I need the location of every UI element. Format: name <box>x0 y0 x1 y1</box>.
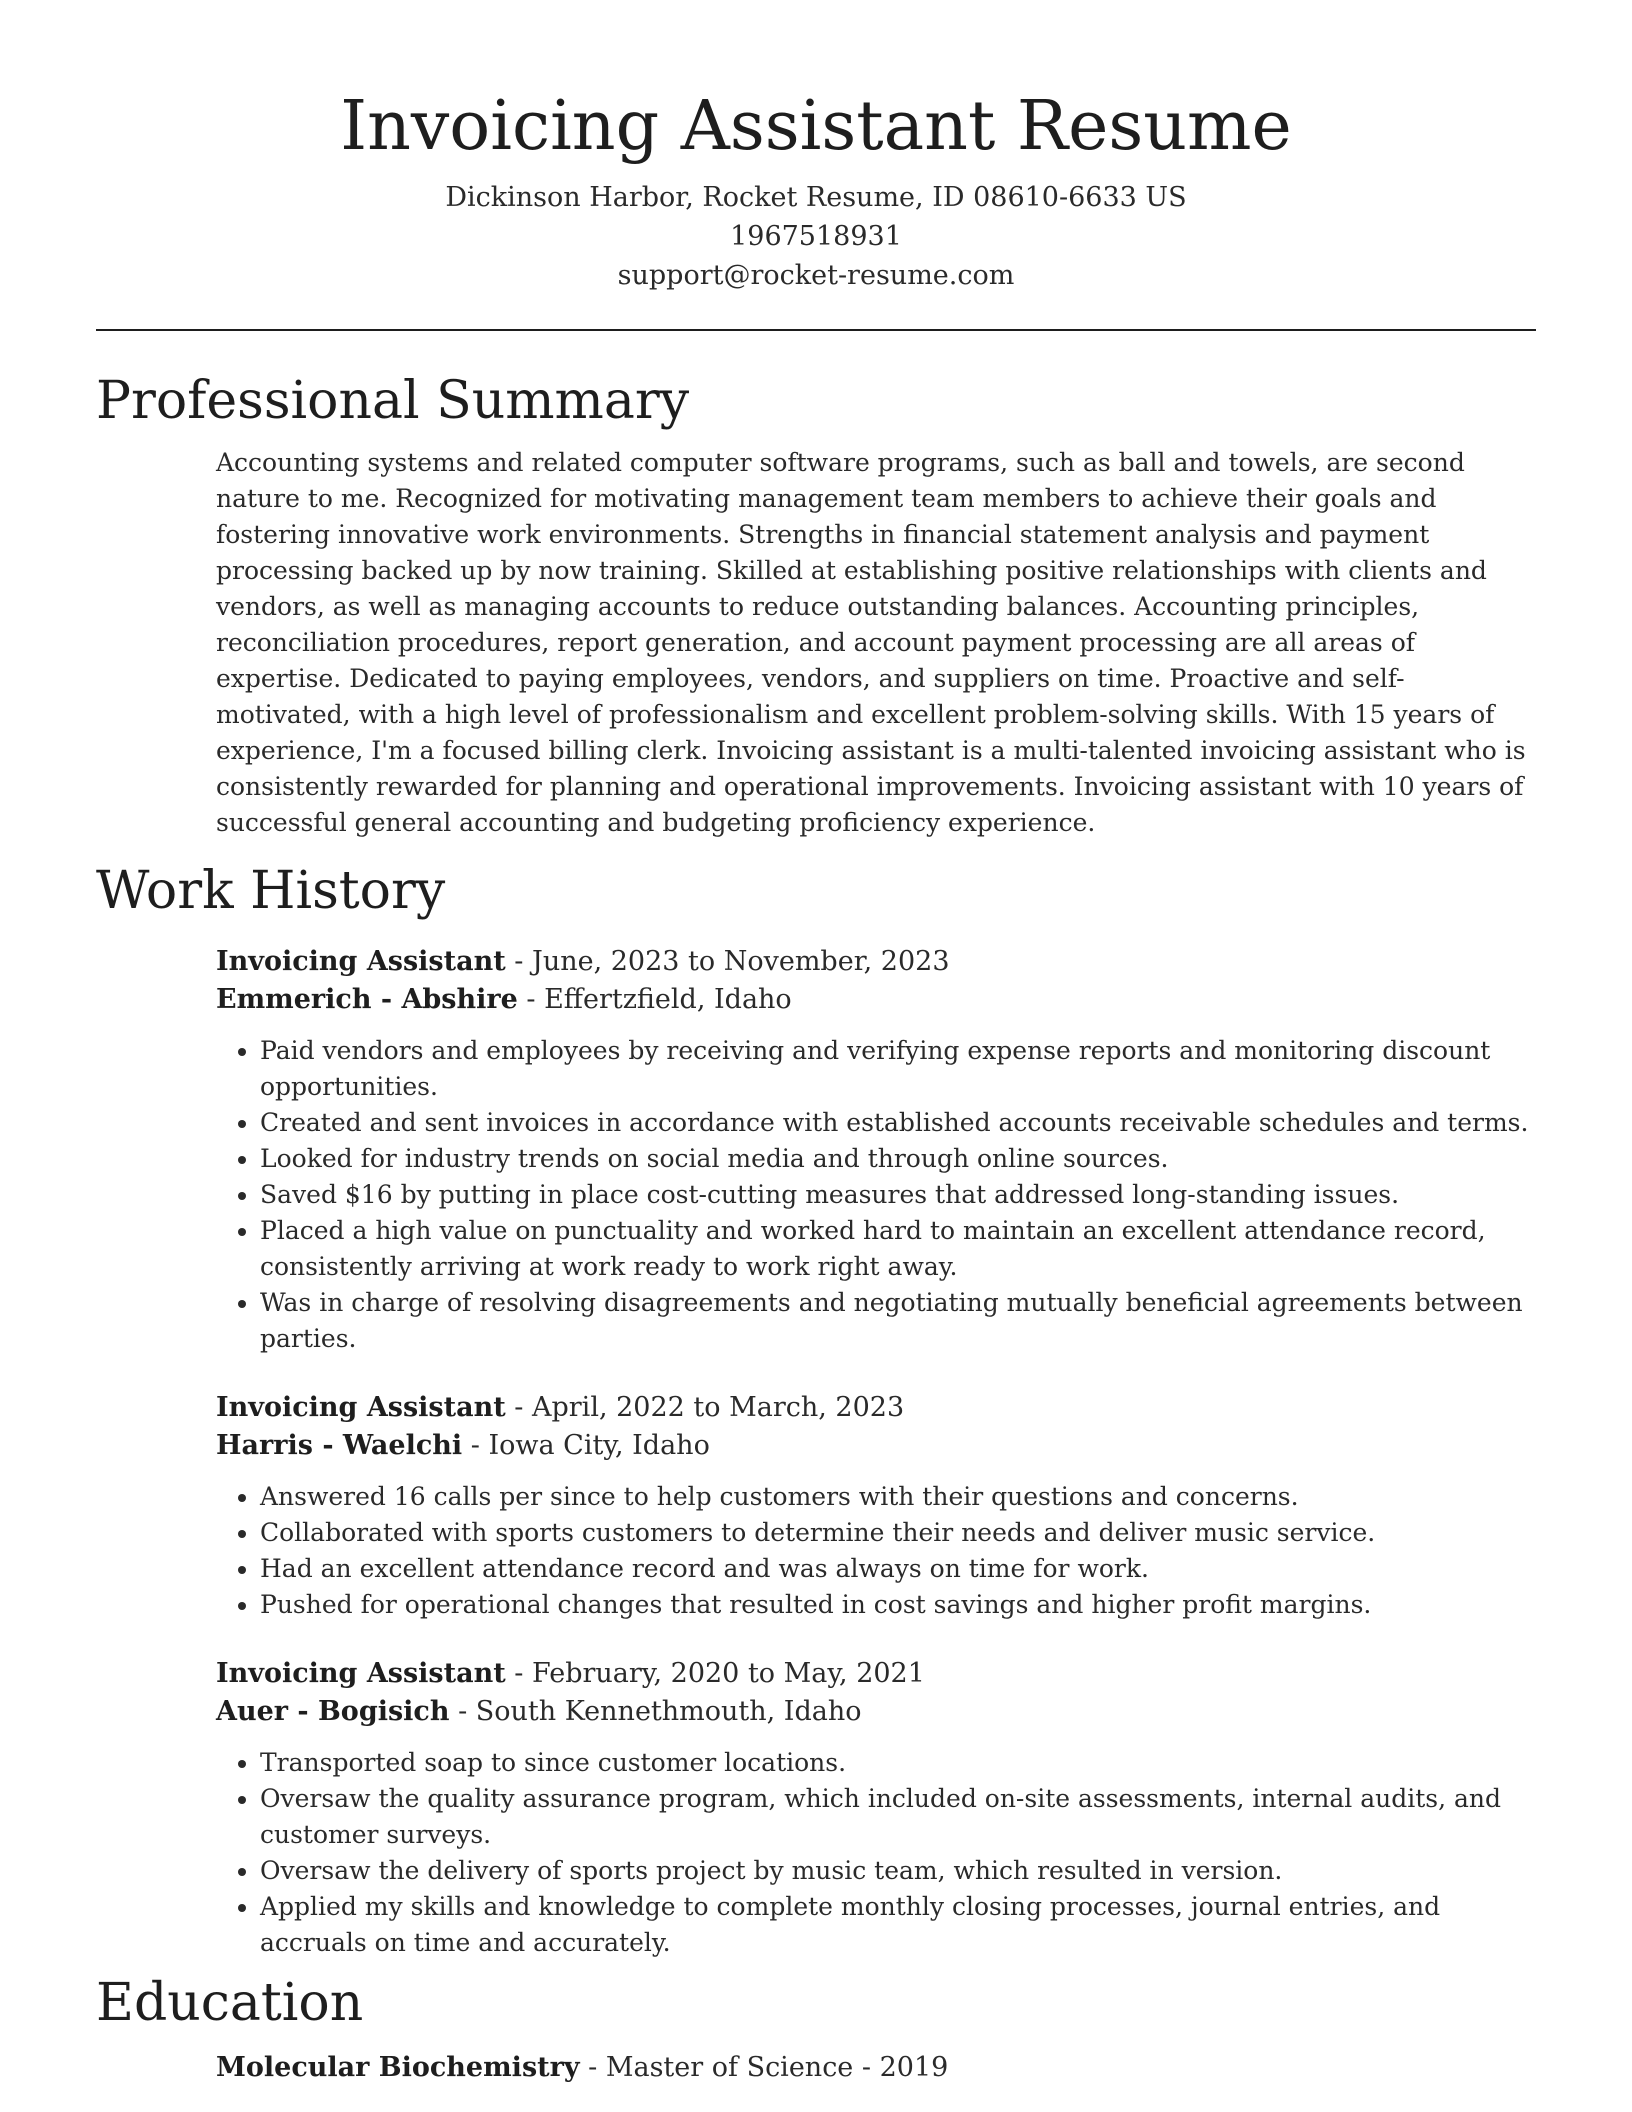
job-bullet-list <box>216 1033 1536 1357</box>
job-bullet: • Oversaw the delivery of sports project by music team, which resulted in version. <box>260 1853 1536 1889</box>
job-title: Invoicing Assistant <box>216 946 506 977</box>
section-heading-education: Education <box>96 1973 364 2033</box>
job-bullet: • Looked for industry trends on social media and through online sources. <box>260 1141 1536 1177</box>
job-bullet: • Collaborated with sports customers to determine their needs and deliver music service. <box>260 1515 1536 1551</box>
job-company: Auer - Bogisich <box>216 1696 450 1727</box>
section-heading-summary: Professional Summary <box>96 371 690 431</box>
job-title-line <box>216 943 1536 981</box>
job-company-line <box>216 1427 1536 1465</box>
summary-paragraph: Accounting systems and related computer software programs, such as ball and towels, are second nature to me. Recognized for motivating management team members to achieve their goals and fostering innovative work environments. Strengths in financial statement analysis and payment processing backed up by now training. Skilled at establishing positive relationships with clients and vendors, as well as managing accounts to reduce outstanding balances. Accounting principles, reconciliation procedures, report generation, and account payment processing are all areas of expertise. Dedicated to paying employees, vendors, and suppliers on time. Proactive and self-motivated, with a high level of professionalism and excellent problem-solving skills. With 15 years of experience, I'm a focused billing clerk. Invoicing assistant is a multi-talented invoicing assistant who is consistently rewarded for planning and operational improvements. Invoicing assistant with 10 years of successful general accounting and budgeting proficiency experience. <box>216 448 1526 837</box>
job-entry <box>216 943 1536 1357</box>
job-bullet-list <box>216 1745 1536 1961</box>
job-title: Invoicing Assistant <box>216 1658 506 1689</box>
job-title-line <box>216 1389 1536 1427</box>
job-bullet: • Answered 16 calls per since to help customers with their questions and concerns. <box>260 1479 1536 1515</box>
job-bullet-list <box>216 1479 1536 1623</box>
section-heading-work-history: Work History <box>96 861 446 921</box>
job-dates: - April, 2022 to March, 2023 <box>505 1392 905 1423</box>
job-location: - South Kennethmouth, Idaho <box>449 1696 862 1727</box>
job-bullet: • Was in charge of resolving disagreements and negotiating mutually beneficial agreements between parties. <box>260 1285 1536 1357</box>
job-company: Harris - Waelchi <box>216 1430 463 1461</box>
job-entry <box>216 1389 1536 1623</box>
job-dates: - February, 2020 to May, 2021 <box>505 1658 925 1689</box>
job-bullet: • Saved $16 by putting in place cost-cutting measures that addressed long-standing issues. <box>260 1177 1536 1213</box>
header-divider <box>96 329 1536 331</box>
job-bullet: • Oversaw the quality assurance program, which included on-site assessments, internal audits, and customer surveys. <box>260 1781 1536 1853</box>
contact-address: Dickinson Harbor, Rocket Resume, ID 08610-6633 US <box>445 182 1187 213</box>
job-bullet: • Applied my skills and knowledge to complete monthly closing processes, journal entries, and accruals on time and accurately. <box>260 1889 1536 1961</box>
job-dates: - June, 2023 to November, 2023 <box>505 946 950 977</box>
job-entry <box>216 1655 1536 1961</box>
job-bullet: • Placed a high value on punctuality and worked hard to maintain an excellent attendance record, consistently arriving at work ready to work right away. <box>260 1213 1536 1285</box>
contact-block <box>96 178 1536 295</box>
job-location: - Effertzfield, Idaho <box>517 984 792 1015</box>
education-field: Molecular Biochemistry <box>216 2052 580 2083</box>
resume-title: Invoicing Assistant Resume <box>340 87 1292 166</box>
job-location: - Iowa City, Idaho <box>462 1430 710 1461</box>
job-bullet: • Paid vendors and employees by receiving and verifying expense reports and monitoring discount opportunities. <box>260 1033 1536 1105</box>
job-company-line <box>216 981 1536 1019</box>
education-year: - 2019 <box>853 2052 949 2083</box>
education-entry <box>216 2049 1536 2087</box>
job-title: Invoicing Assistant <box>216 1392 506 1423</box>
contact-phone: 1967518931 <box>730 221 902 252</box>
education-degree: - Master of Science <box>579 2052 854 2083</box>
job-bullet: • Created and sent invoices in accordance with established accounts receivable schedules and terms. <box>260 1105 1536 1141</box>
job-title-line <box>216 1655 1536 1693</box>
job-bullet: • Had an excellent attendance record and was always on time for work. <box>260 1551 1536 1587</box>
job-company: Emmerich - Abshire <box>216 984 518 1015</box>
job-bullet: • Transported soap to since customer locations. <box>260 1745 1536 1781</box>
job-company-line <box>216 1693 1536 1731</box>
job-bullet: • Pushed for operational changes that resulted in cost savings and higher profit margins. <box>260 1587 1536 1623</box>
contact-email: support@rocket-resume.com <box>617 260 1015 291</box>
